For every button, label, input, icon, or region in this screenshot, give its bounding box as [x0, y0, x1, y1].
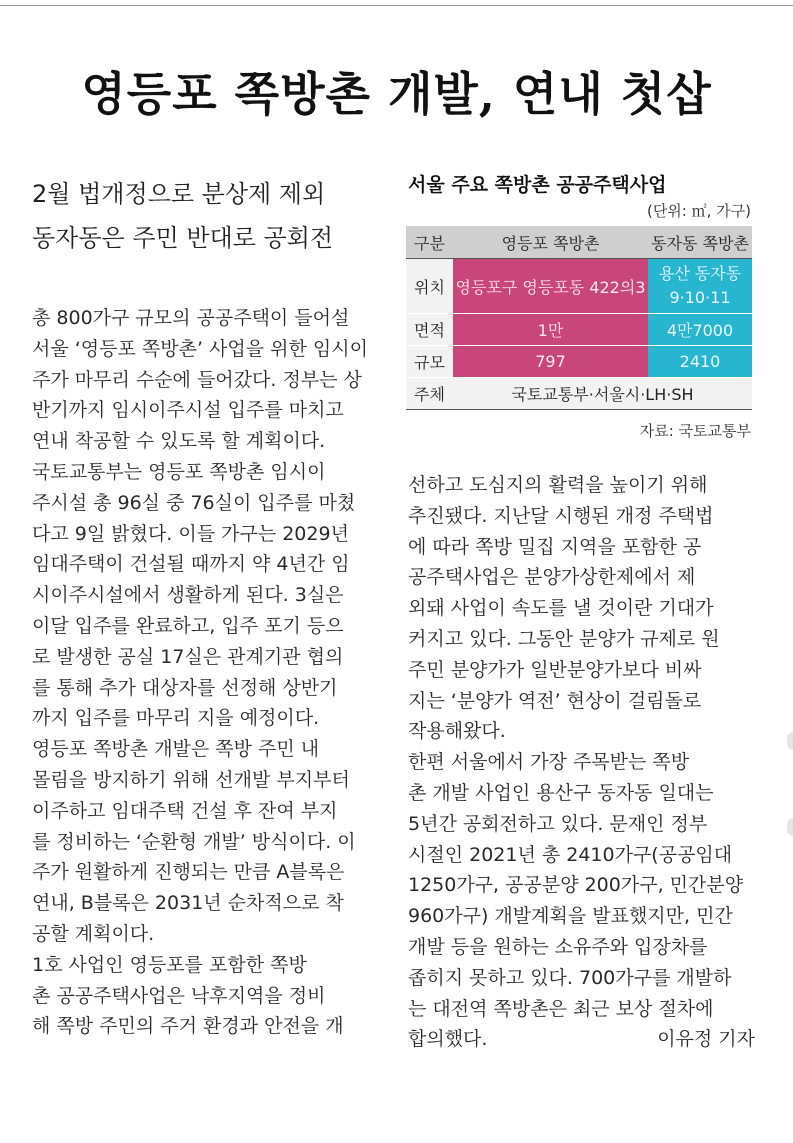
- article-line: 해 쪽방 주민의 주거 환경과 안전을 개: [32, 1015, 344, 1038]
- article-line: 영등포 쪽방촌 개발은 쪽방 주민 내: [32, 738, 320, 761]
- article-line: 선하고 도심지의 활력을 높이기 위해: [408, 474, 708, 496]
- article-line: 작용해왔다.: [408, 720, 506, 743]
- article-line: 좁히지 못하고 있다. 700가구를 개발하: [408, 966, 732, 989]
- article-line: 국토교통부는 영등포 쪽방촌 임시이: [32, 460, 326, 483]
- dongja-area: 4만7000: [648, 314, 752, 345]
- yeongdeungpo-area: 1만: [453, 314, 648, 345]
- article-line: 개발 등을 원하는 소유주와 입장차를: [408, 935, 708, 958]
- table-header-row: [406, 226, 752, 259]
- header-category: 구분: [414, 233, 445, 253]
- scroll-edge-mark: [787, 732, 793, 750]
- subheadline: [32, 172, 392, 260]
- header-yeongdeungpo: 영등포 쪽방촌: [501, 233, 600, 253]
- article-line: 주시설 총 96실 중 76실이 입주를 마쳤: [32, 491, 356, 514]
- article-line: 다고 9일 밝혔다. 이들 가구는 2029년: [32, 522, 349, 545]
- article-line: 로 발생한 공실 17실은 관계기관 협의: [32, 645, 344, 668]
- article-line: 몰림을 방지하기 위해 선개발 부지부터: [32, 768, 350, 791]
- article-line: 공할 계획이다.: [32, 922, 155, 945]
- table-unit: (단위: ㎡, 가구): [646, 202, 751, 220]
- dongja-location-line: 9·10·11: [669, 288, 731, 307]
- article-column-right: [408, 470, 755, 1055]
- yeongdeungpo-location: 영등포구 영등포동 422의3: [453, 259, 648, 313]
- article-line: 외돼 사업이 속도를 낼 것이란 기대가: [408, 597, 714, 620]
- article-line: 서울 ‘영등포 쪽방촌’ 사업을 위한 임시이: [32, 337, 368, 360]
- article-line: 까지 입주를 마무리 지을 예정이다.: [32, 707, 320, 730]
- table-row-owner: [406, 378, 752, 410]
- table-title: 서울 주요 쪽방촌 공공주택사업: [408, 174, 667, 196]
- dongja-location: [648, 259, 752, 313]
- article-line: 960가구) 개발계획을 발표했지만, 민간: [408, 905, 733, 928]
- row-label-owner: 주체: [406, 378, 453, 409]
- table-row-area: [406, 314, 752, 346]
- yeongdeungpo-size: 797: [453, 346, 648, 377]
- article-line: 이달 입주를 완료하고, 입주 포기 등으: [32, 614, 344, 637]
- article-line: 임대주택이 건설될 때까지 약 4년간 임: [32, 553, 350, 576]
- article-line: 커지고 있다. 그동안 분양가 규제로 원: [408, 627, 720, 650]
- article-line: 지는 ‘분양가 역전’ 현상이 걸림돌로: [408, 689, 702, 712]
- dongja-size: 2410: [648, 346, 752, 377]
- row-label-size: 규모: [406, 346, 453, 377]
- article-line: 연내 착공할 수 있도록 할 계획이다.: [32, 430, 326, 453]
- byline: 이유정 기자: [657, 1028, 755, 1051]
- article-line: 시절인 2021년 총 2410가구(공공임대: [408, 843, 733, 866]
- housing-projects-table: [406, 226, 752, 410]
- table-row-location: [406, 259, 752, 314]
- article-line: 에 따라 쪽방 밀집 지역을 포함한 공: [408, 535, 702, 558]
- article-line: 총 800가구 규모의 공공주택이 들어설: [32, 307, 350, 329]
- article-line: 공주택사업은 분양가상한제에서 제: [408, 566, 696, 589]
- owner-joint: 국토교통부·서울시·LH·SH: [453, 378, 752, 409]
- article-line: 1250가구, 공공분양 200가구, 민간분양: [408, 874, 744, 897]
- header-dongja: 동자동 쪽방촌: [651, 233, 749, 253]
- row-label-area: 면적: [406, 314, 453, 345]
- article-line: 를 정비하는 ‘순환형 개발’ 방식이다. 이: [32, 830, 356, 853]
- article-line: 5년간 공회전하고 있다. 문재인 정부: [408, 812, 708, 835]
- article-line: 이주하고 임대주택 건설 후 잔여 부지: [32, 799, 338, 822]
- article-line: 합의했다.: [408, 1028, 488, 1051]
- article-line: 추진됐다. 지난달 시행된 개정 주택법: [408, 504, 714, 527]
- subhead-line: 동자동은 주민 반대로 공회전: [32, 224, 334, 252]
- article-line: 주가 마무리 수순에 들어갔다. 정부는 상: [32, 368, 362, 391]
- row-label-location: 위치: [406, 259, 453, 313]
- article-line: 주가 원활하게 진행되는 만큼 A블록은: [32, 861, 345, 884]
- article-line: 를 통해 추가 대상자를 선정해 상반기: [32, 676, 338, 699]
- closing-row: [408, 1024, 755, 1055]
- dongja-location-line: 용산 동자동: [658, 264, 742, 283]
- article-line: 시이주시설에서 생활하게 된다. 3실은: [32, 584, 344, 607]
- article-line: 촌 개발 사업인 용산구 동자동 일대는: [408, 781, 714, 804]
- article-line: 반기까지 임시이주시설 입주를 마치고: [32, 399, 344, 422]
- top-rule: [0, 5, 793, 6]
- article-line: 한편 서울에서 가장 주목받는 쪽방: [408, 751, 690, 774]
- article-line: 1호 사업인 영등포를 포함한 쪽방: [32, 953, 307, 976]
- headline: 영등포 쪽방촌 개발, 연내 첫삽: [81, 67, 712, 121]
- table-source: 자료: 국토교통부: [639, 422, 751, 440]
- article-line: 주민 분양가가 일반분양가보다 비싸: [408, 658, 702, 681]
- article-line: 연내, B블록은 2031년 순차적으로 착: [32, 892, 344, 915]
- article-column-left: [32, 303, 378, 1042]
- article-line: 는 대전역 쪽방촌은 최근 보상 절차에: [408, 997, 714, 1020]
- subhead-line: 2월 법개정으로 분상제 제외: [32, 180, 326, 208]
- scroll-edge-mark: [787, 818, 793, 836]
- article-line: 촌 공공주택사업은 낙후지역을 정비: [32, 984, 326, 1007]
- table-row-size: [406, 346, 752, 378]
